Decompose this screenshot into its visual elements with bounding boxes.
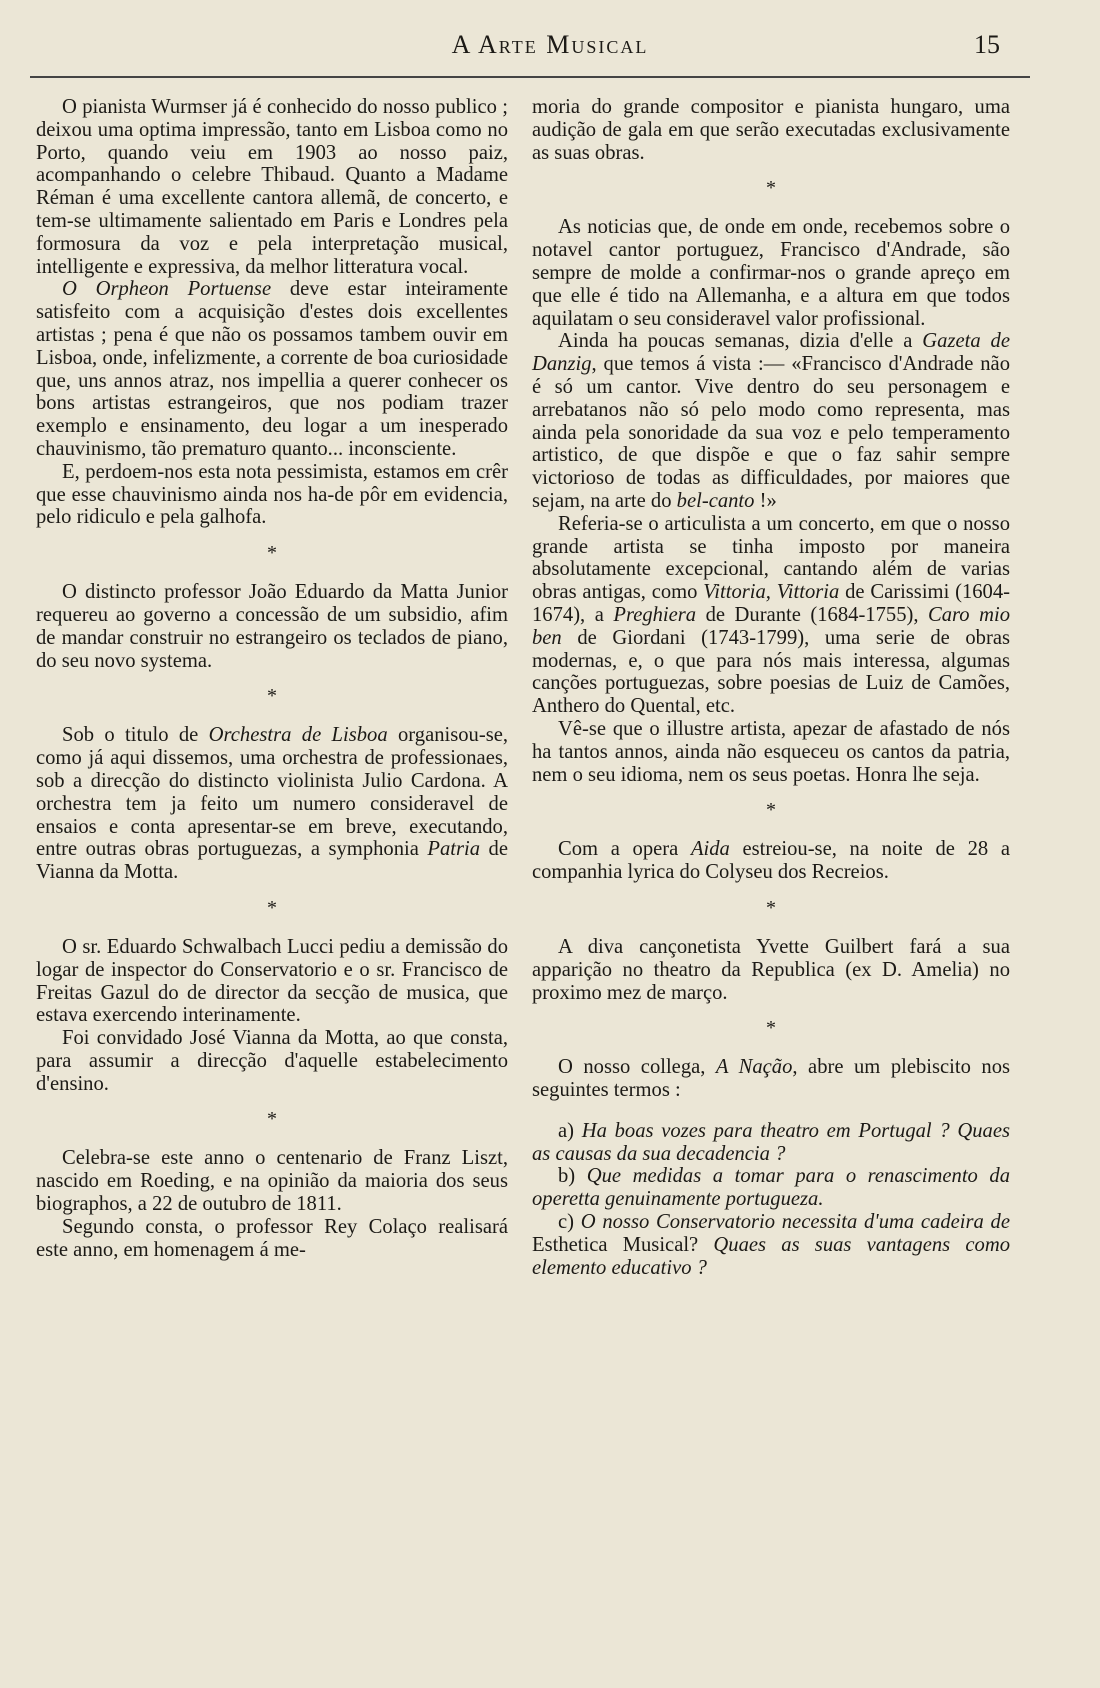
paragraph: Celebra-se este anno o centenario de Franz Liszt, nascido em Roeding, e na opinião da maioria dos seus biographos, a 22 de outubro de 1811. [36,1147,508,1216]
paragraph: Ainda ha poucas semanas, dizia d'elle a Gazeta de Danzig, que temos á vista :— «Francisco d'Andrade não é só um cantor. Vive dentro do seu personagem e arrebatanos não só pelo modo como representa, mas ainda pela sonoridade da sua voz e pelo temperamento artistico, de que dispõe e que o faz sahir sempre victorioso de todas as difficuldades, por maiores que sejam, na arte do bel-canto !» [532,330,1010,512]
paragraph: Vê-se que o illustre artista, apezar de afastado de nós ha tantos annos, ainda não esqueceu os cantos da patria, nem o seu idioma, nem os seus poetas. Honra lhe seja. [532,717,1010,786]
plebiscite-question: c) O nosso Conservatorio necessita d'uma cadeira de Esthetica Musical? Quaes as suas vantagens como elemento educativo ? [532,1211,1010,1279]
paragraph: A diva cançonetista Yvette Guilbert fará a sua apparição no theatro da Republica (ex D. Amelia) no proximo mez de março. [532,935,1010,1004]
plebiscite-question: a) Ha boas vozes para theatro em Portugal ? Quaes as causas da sua decadencia ? [532,1119,1010,1165]
paragraph: moria do grande compositor e pianista hungaro, uma audição de gala em que serão executadas exclusivamente as suas obras. [532,96,1010,164]
section-separator: * [267,542,277,565]
journal-title: A Arte Musical [451,30,649,59]
section-separator: * [766,896,776,919]
paragraph: O sr. Eduardo Schwalbach Lucci pediu a demissão do logar de inspector do Conservatorio e o sr. Francisco de Freitas Gazul do de director da secção de musica, que estava exercendo interinamente. [36,935,508,1027]
paragraph: Segundo consta, o professor Rey Colaço realisará este anno, em homenagem á me- [36,1215,508,1261]
paragraph: E, perdoem-nos esta nota pessimista, estamos em crêr que esse chauvinismo ainda nos ha-de pôr em evidencia, pelo ridiculo e pela galhofa. [36,460,508,529]
plebiscite-question: b) Que medidas a tomar para o renascimento da operetta genuinamente portugueza. [532,1165,1010,1211]
header-rule [30,76,1030,78]
italic-text: Aida [690,838,730,861]
right-column [532,96,1010,1279]
italic-text: Preghiera [613,603,697,626]
italic-text: A Nação [715,1056,793,1079]
left-column [36,96,508,1261]
section-separator: * [267,896,277,919]
italic-text: Patria [427,838,481,861]
italic-text: bel-canto [676,489,755,512]
paragraph: O nosso collega, A Nação, abre um plebiscito nos seguintes termos : [532,1056,1011,1102]
italic-text: Caro mio ben [532,603,1010,649]
paragraph: O distincto professor João Eduardo da Matta Junior requereu ao governo a concessão de um subsidio, afim de mandar construir no estrangeiro os teclados de piano, do seu novo systema. [36,581,508,672]
paragraph: Referia-se o articulista a um concerto, em que o nosso grande artista se tinha imposto por maneira absolutamente excepcional, cantando além de varias obras antigas, como Vittoria, Vittoria de Carissimi (1604-1674), a Preghiera de Durante (1684-1755), Caro mio ben de Giordani (1743-1799), uma serie de obras modernas, e, o que para nós mais interessa, algumas canções portuguezas, sobre poesias de Luiz de Camões, Anthero do Quental, etc. [532,512,1010,718]
section-separator: * [267,685,277,708]
paragraph: Com a opera Aida estreiou-se, na noite de 28 a companhia lyrica do Colyseu dos Recreios. [532,838,1010,884]
italic-text: Vittoria, Vittoria [703,581,840,604]
section-separator: * [766,1017,776,1040]
section-separator: * [766,177,776,200]
section-separator: * [766,799,776,822]
page-number: 15 [974,30,1000,59]
italic-text: O Orpheon Portuense [62,278,272,301]
italic-text: Orchestra de Lisboa [208,724,388,747]
paragraph: O Orpheon Portuense deve estar inteiramente satisfeito com a acquisição d'estes dois excellentes artistas ; pena é que não os possamos tambem ouvir em Lisboa, onde, infelizmente, a corrente de boa curiosidade que, uns annos atraz, nos impellia a querer conhecer os bons artistas estrangeiros, que nos podiam trazer exemplo e ensinamento, deu logar a um inesperado chauvinismo, tão prematuro quanto... inconsciente. [36,278,508,460]
paragraph: Sob o titulo de Orchestra de Lisboa organisou-se, como já aqui dissemos, uma orchestra de professionaes, sob a direcção do distincto violinista Julio Cardona. A orchestra tem ja feito um numero consideravel de ensaios e conta apresentar-se em breve, executando, entre outras obras portuguezas, a symphonia Patria de Vianna da Motta. [36,724,508,884]
paragraph: O pianista Wurmser já é conhecido do nosso publico ; deixou uma optima impressão, tanto em Lisboa como no Porto, quando veiu em 1903 ao nosso paiz, acompanhando o celebre Thibaud. Quanto a Madame Réman é uma excellente cantora allemã, de concerto, e tem-se ultimamente salientado em Paris e Londres pela formosura da voz e pela interpretação musical, intelligente e expressiva, da melhor litteratura vocal. [36,96,508,278]
italic-text: Gazeta de Danzig [532,330,1010,376]
paragraph: As noticias que, de onde em onde, recebemos sobre o notavel cantor portuguez, Francisco d'Andrade, são sempre de molde a confirmar-nos o grande apreço em que elle é tido na Allemanha, e a altura em que todos aquilatam o seu consideravel valor profissional. [532,216,1010,330]
paragraph: Foi convidado José Vianna da Motta, ao que consta, para assumir a direcção d'aquelle estabelecimento d'ensino. [36,1027,508,1095]
section-separator: * [267,1108,277,1131]
running-header [0,30,1100,64]
